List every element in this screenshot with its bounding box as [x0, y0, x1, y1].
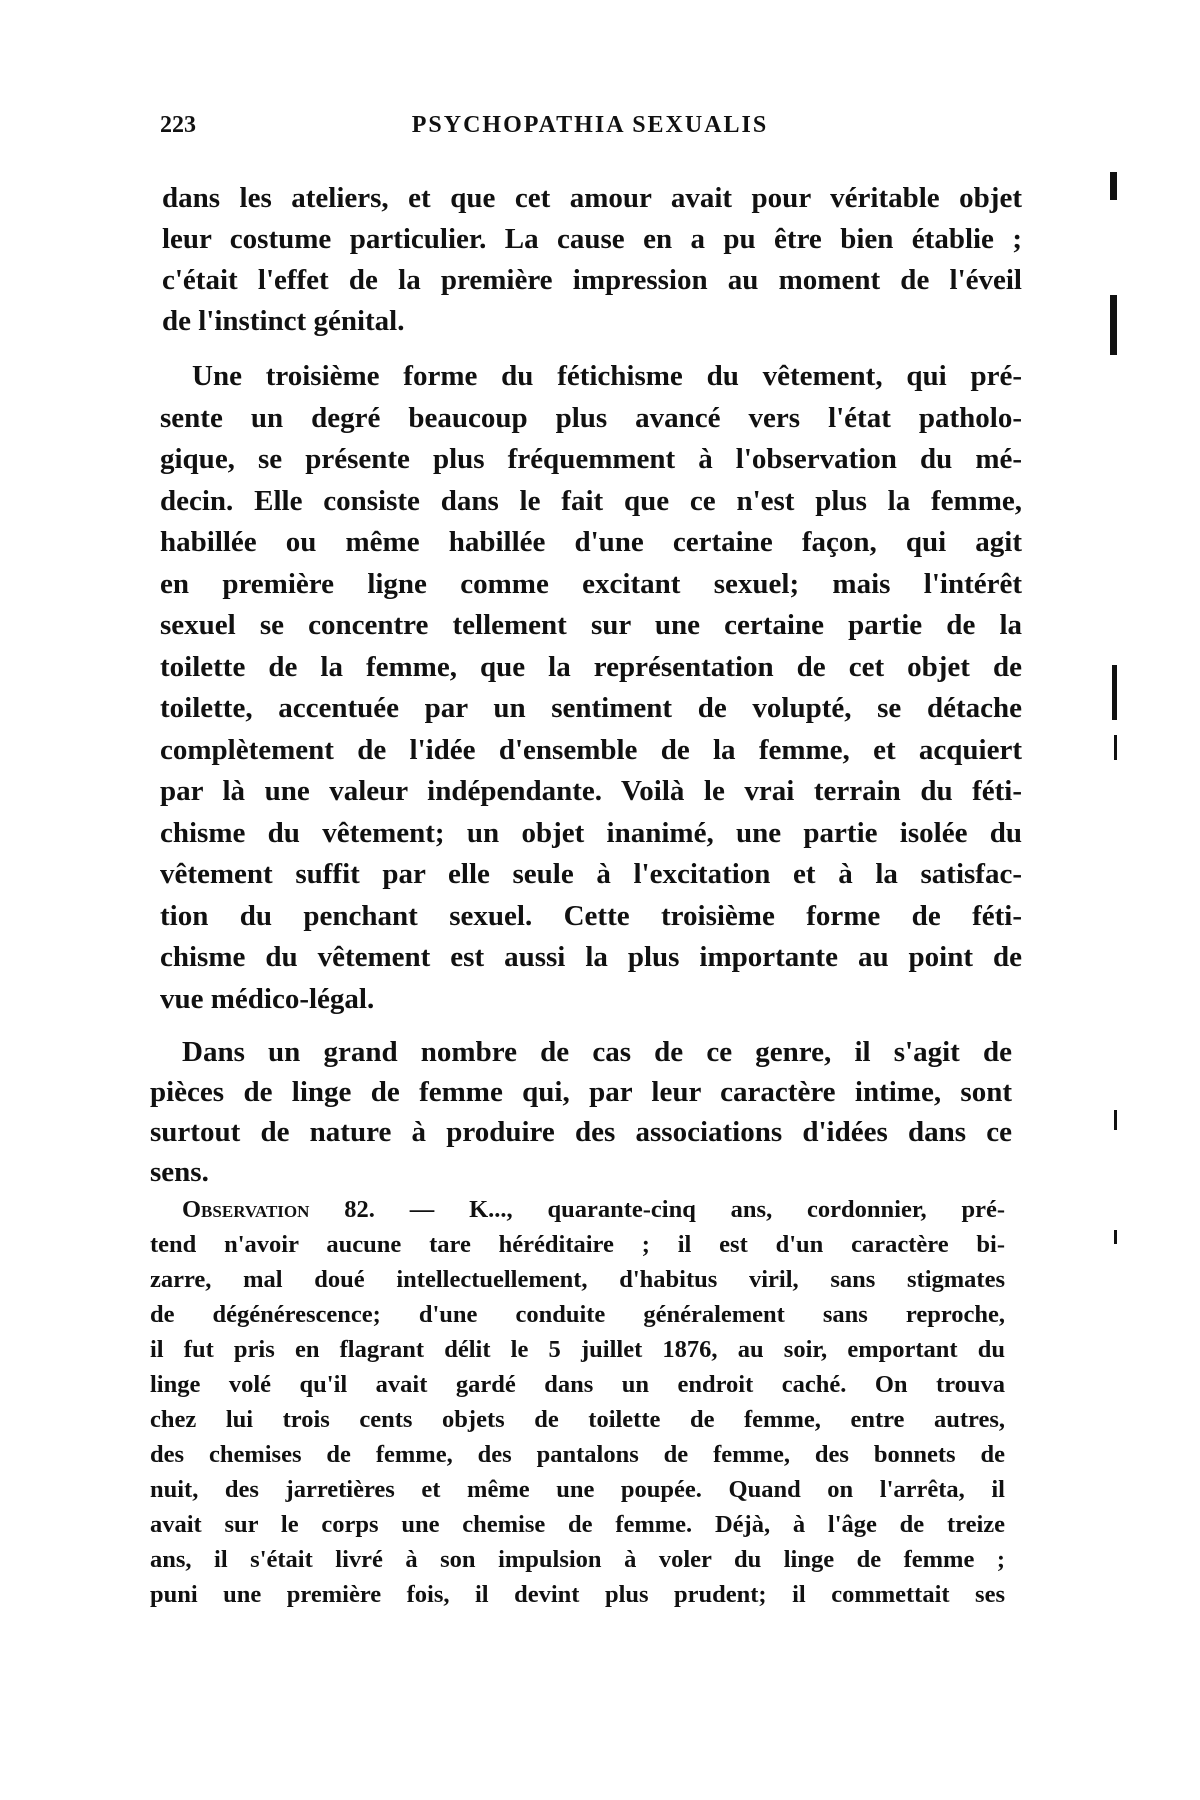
text-line: toilette, accentuée par un sentiment de volupté, se détache	[160, 692, 1022, 724]
margin-mark	[1110, 295, 1117, 355]
paragraph-1	[162, 178, 1022, 342]
text-line: leur costume particulier. La cause en a pu être bien établie ;	[162, 223, 1022, 255]
observation-line: il fut pris en flagrant délit le 5 juillet 1876, au soir, emportant du	[150, 1336, 1005, 1363]
page-header	[160, 112, 1020, 152]
margin-mark	[1114, 735, 1117, 760]
margin-mark	[1110, 172, 1117, 200]
observation-line: des chemises de femme, des pantalons de femme, des bonnets de	[150, 1441, 1005, 1468]
text-line: dans les ateliers, et que cet amour avait pour véritable objet	[162, 182, 1022, 214]
text-line: sente un degré beaucoup plus avancé vers l'état patholo-	[160, 401, 1022, 434]
text-line: Dans un grand nombre de cas de ce genre, il s'agit de	[182, 1036, 1012, 1068]
text-line: chisme du vêtement; un objet inanimé, une partie isolée du	[160, 816, 1022, 849]
observation-line: de dégénérescence; d'une conduite généralement sans reproche,	[150, 1301, 1005, 1328]
text-line: tion du penchant sexuel. Cette troisième forme de féti-	[160, 899, 1022, 932]
text-line: gique, se présente plus fréquemment à l'observation du mé-	[160, 443, 1022, 475]
text-line: pièces de linge de femme qui, par leur caractère intime, sont	[150, 1076, 1012, 1108]
margin-mark	[1114, 1230, 1117, 1244]
text-line: complètement de l'idée d'ensemble de la femme, et acquiert	[160, 733, 1022, 766]
observation-82	[150, 1192, 1005, 1612]
running-title: PSYCHOPATHIA SEXUALIS	[411, 112, 769, 138]
observation-first-line-text: — K..., quarante-cinq ans, cordonnier, pré-	[409, 1196, 1005, 1223]
observation-heading: Observation 82.	[182, 1196, 375, 1223]
observation-line: tend n'avoir aucune tare héréditaire ; il est d'un caractère bi-	[150, 1231, 1005, 1258]
observation-line: zarre, mal doué intellectuellement, d'habitus viril, sans stigmates	[150, 1266, 1005, 1293]
observation-line: puni une première fois, il devint plus prudent; il commettait ses	[150, 1581, 1005, 1608]
text-line: par là une valeur indépendante. Voilà le vrai terrain du féti-	[160, 775, 1022, 807]
text-line: c'était l'effet de la première impression au moment de l'éveil	[162, 264, 1022, 296]
text-line: decin. Elle consiste dans le fait que ce n'est plus la femme,	[160, 484, 1022, 517]
observation-line: ans, il s'était livré à son impulsion à voler du linge de femme ;	[150, 1546, 1005, 1573]
text-line: chisme du vêtement est aussi la plus importante au point de	[160, 941, 1022, 973]
text-line: sens.	[150, 1156, 209, 1188]
text-line: Une troisième forme du fétichisme du vêtement, qui pré-	[192, 360, 1022, 392]
paragraph-2	[160, 356, 1022, 1020]
observation-line: chez lui trois cents objets de toilette de femme, entre autres,	[150, 1406, 1005, 1433]
text-line: en première ligne comme excitant sexuel; mais l'intérêt	[160, 567, 1022, 600]
text-line: vêtement suffit par elle seule à l'excitation et à la satisfac-	[160, 858, 1022, 890]
text-line: toilette de la femme, que la représentation de cet objet de	[160, 650, 1022, 683]
observation-line: linge volé qu'il avait gardé dans un endroit caché. On trouva	[150, 1371, 1005, 1398]
text-line: habillée ou même habillée d'une certaine façon, qui agit	[160, 526, 1022, 558]
text-line: de l'instinct génital.	[162, 305, 405, 337]
page-number: 223	[160, 112, 196, 138]
text-line: sexuel se concentre tellement sur une certaine partie de la	[160, 609, 1022, 641]
observation-first-line	[150, 1192, 1005, 1227]
observation-line: nuit, des jarretières et même une poupée. Quand on l'arrêta, il	[150, 1476, 1005, 1503]
paragraph-3	[150, 1032, 1012, 1192]
text-line: surtout de nature à produire des associations d'idées dans ce	[150, 1116, 1012, 1148]
margin-mark	[1114, 1110, 1117, 1130]
text-line: vue médico-légal.	[160, 982, 375, 1015]
margin-mark	[1112, 665, 1117, 720]
observation-line: avait sur le corps une chemise de femme. Déjà, à l'âge de treize	[150, 1511, 1005, 1538]
